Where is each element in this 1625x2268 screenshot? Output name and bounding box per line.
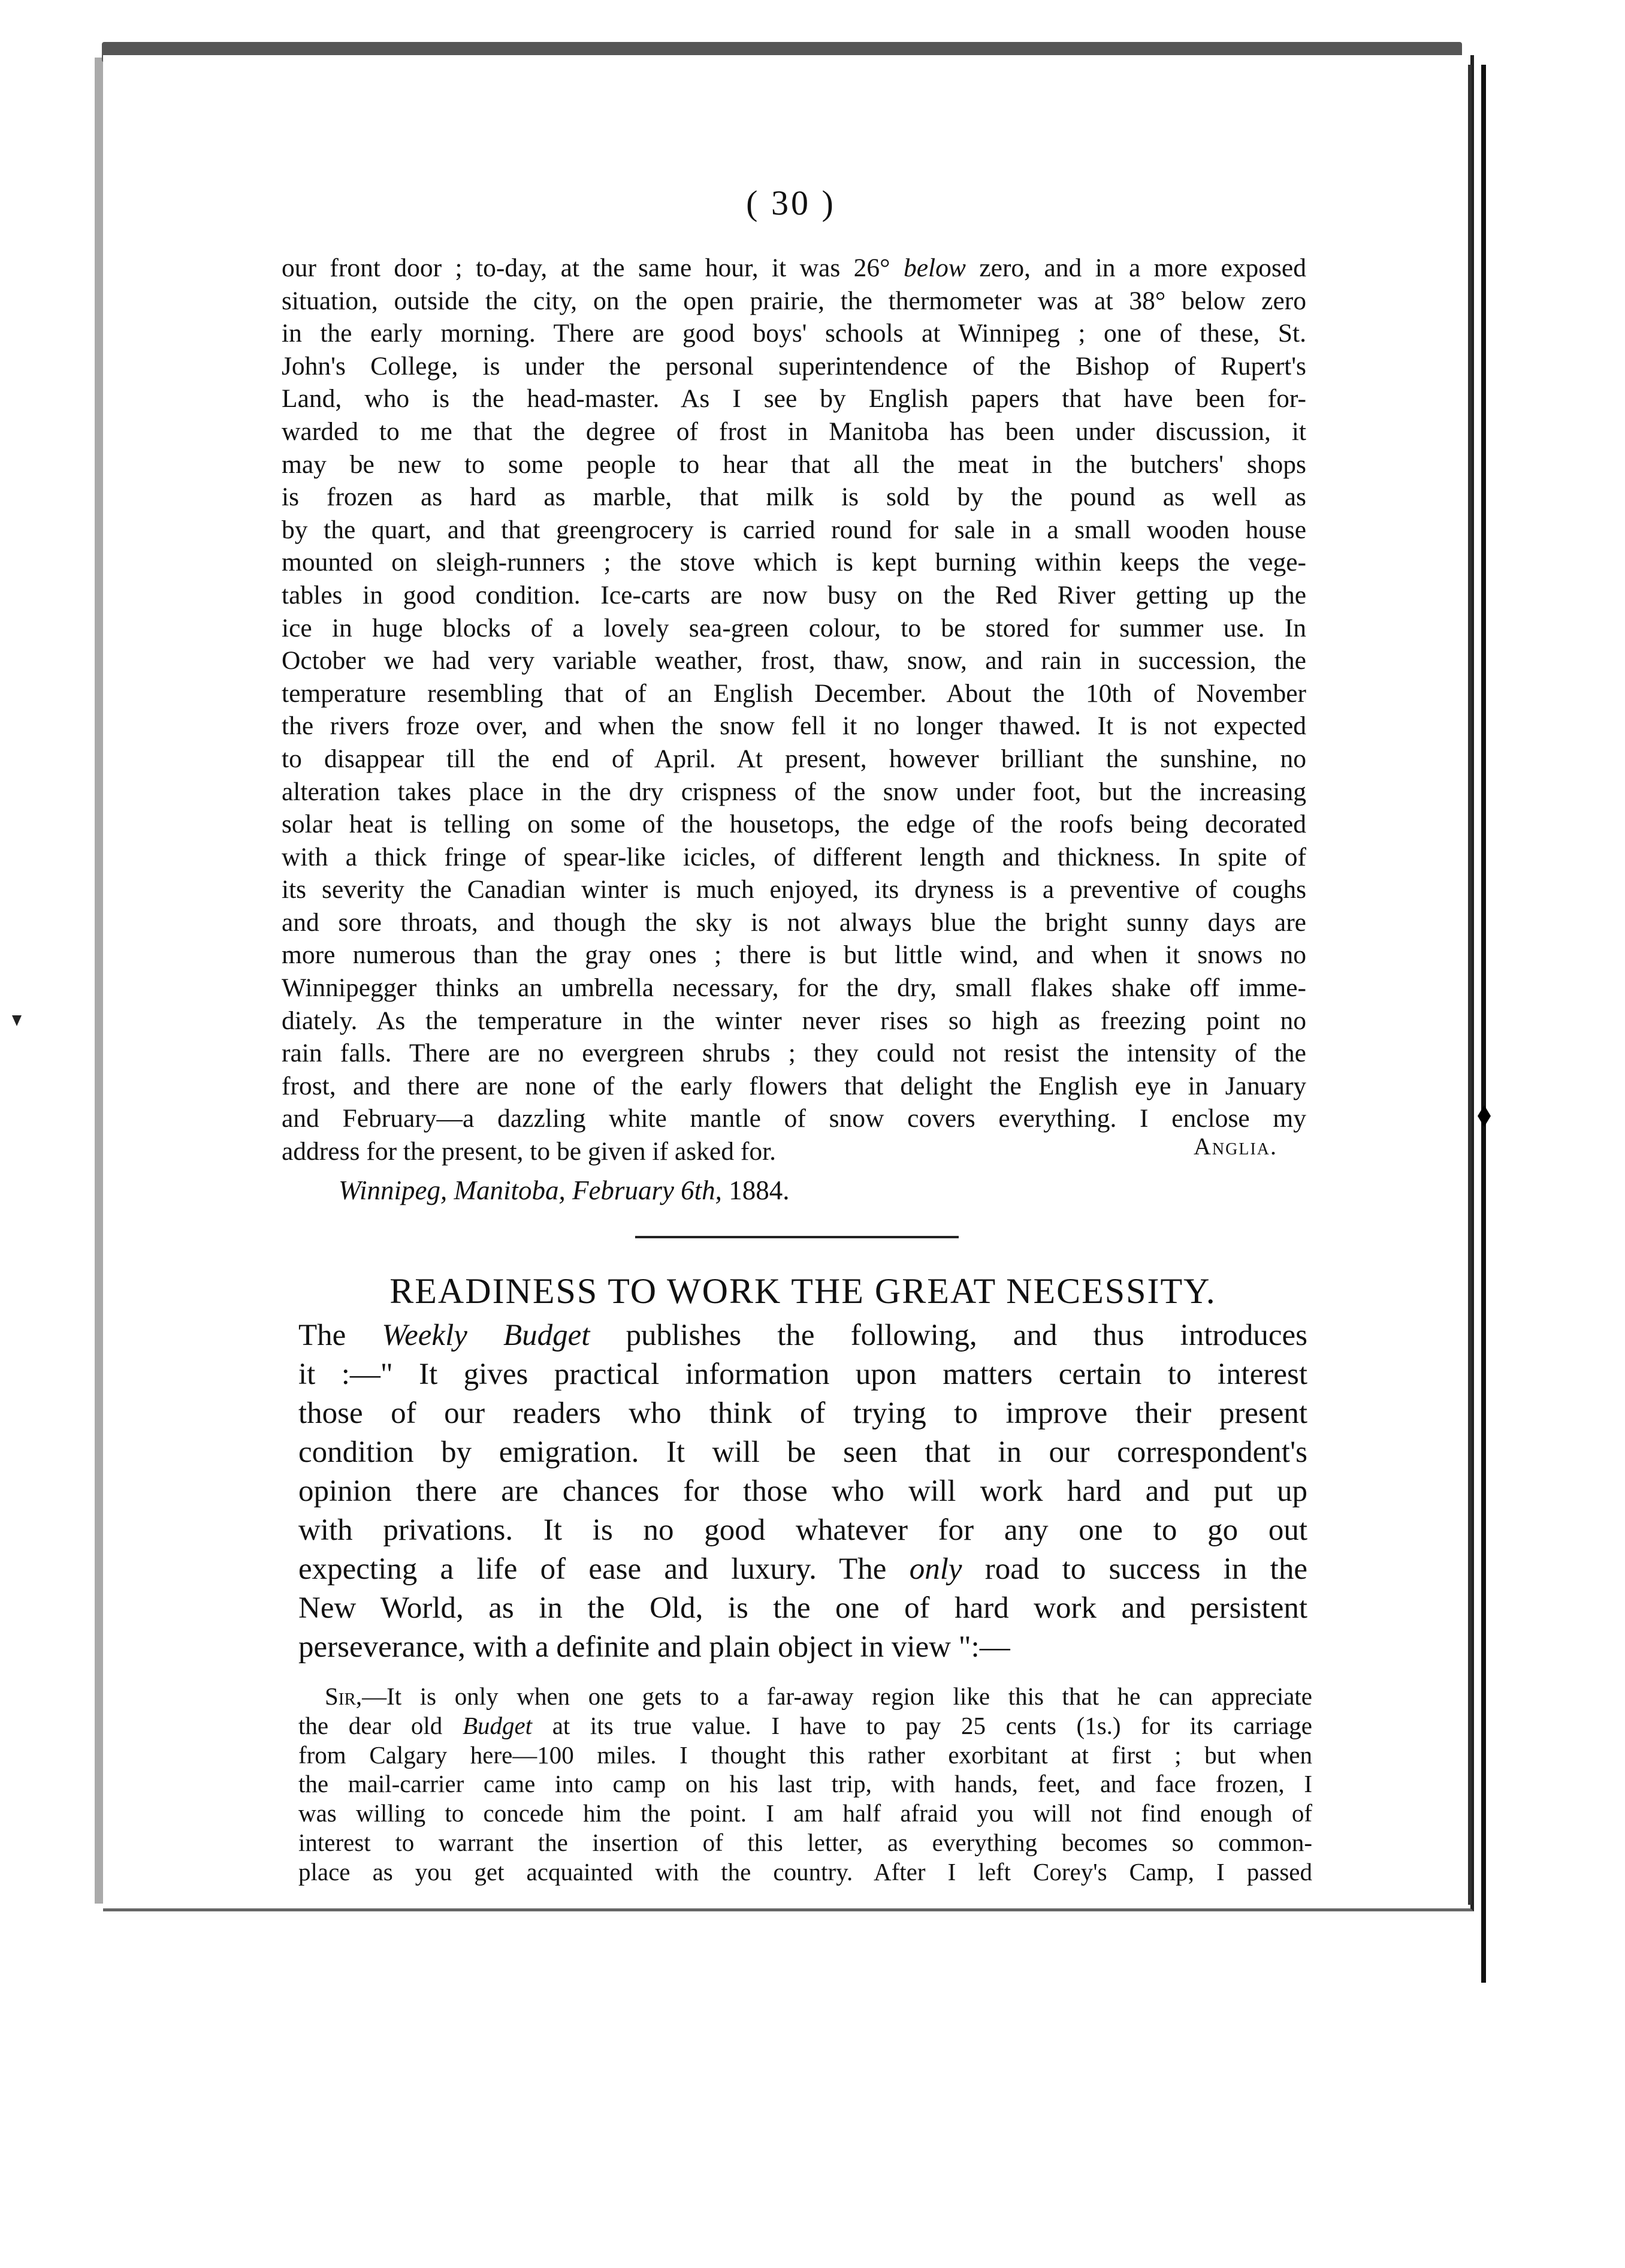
text-line: is frozen as hard as marble, that milk is sold by the pound as well as: [282, 482, 1306, 512]
text-line: opinion there are chances for those who will work hard and put up: [298, 1474, 1307, 1508]
text-line: situation, outside the city, on the open prairie, the thermometer was at 38° below zero: [282, 286, 1306, 315]
text-line: interest to warrant the insertion of this letter, as everything becomes so common-: [298, 1828, 1312, 1856]
text-line: frost, and there are none of the early flowers that delight the English eye in January: [282, 1071, 1306, 1100]
text-line: temperature resembling that of an English December. About the 10th of November: [282, 678, 1306, 708]
text-line: warded to me that the degree of frost in Manitoba has been under discussion, it: [282, 417, 1306, 446]
text-line: the dear old Budget at its true value. I have to pay 25 cents (1s.) for its carriage: [298, 1711, 1313, 1739]
correspondent-letter: [298, 1682, 1312, 1887]
signature: Anglia.: [1194, 1133, 1277, 1160]
scan-marker-left-icon: [12, 1015, 22, 1026]
text-line: from Calgary here—100 miles. I thought this rather exorbitant at first ; but when: [298, 1741, 1312, 1769]
text-line: with a thick fringe of spear-like icicles, of different length and thickness. In spite of: [282, 842, 1306, 871]
text-line: more numerous than the gray ones ; there is but little wind, and when it snows no: [282, 940, 1306, 970]
text-line: John's College, is under the personal superintendence of the Bishop of Rupert's: [282, 351, 1306, 381]
text-line: the mail-carrier came into camp on his last trip, with hands, feet, and face frozen, I: [298, 1770, 1312, 1798]
text-line: expecting a life of ease and luxury. The only road to success in the: [298, 1552, 1307, 1586]
text-line: those of our readers who think of trying to improve their present: [298, 1397, 1307, 1430]
page-spine: [1468, 65, 1472, 1905]
text-line: mounted on sleigh-runners ; the stove which is kept burning within keeps the vege-: [282, 548, 1306, 577]
page-number: ( 30 ): [746, 183, 836, 222]
text-line: alteration takes place in the dry crispness of the snow under foot, but the increasing: [282, 777, 1306, 806]
facing-page-edge: [1481, 65, 1582, 1983]
text-line: it :—" It gives practical information upon matters certain to interest: [298, 1358, 1307, 1391]
text-line: tables in good condition. Ice-carts are now busy on the Red River getting up the: [282, 580, 1306, 610]
text-line: Winnipegger thinks an umbrella necessary, for the dry, small flakes shake off imme-: [282, 973, 1306, 1003]
text-line: rain falls. There are no evergreen shrubs ; they could not resist the intensity of the: [282, 1039, 1306, 1068]
text-line: to disappear till the end of April. At present, however brilliant the sunshine, no: [282, 744, 1306, 773]
text-line: Sir,—It is only when one gets to a far-away region like this that he can appreciate: [325, 1682, 1312, 1710]
intro-paragraph: [298, 1316, 1307, 1667]
section-divider: [635, 1236, 959, 1238]
text-line: its severity the Canadian winter is much enjoyed, its dryness is a preventive of coughs: [282, 875, 1306, 904]
text-line: condition by emigration. It will be seen that in our correspondent's: [298, 1435, 1307, 1469]
text-line: in the early morning. There are good boys' schools at Winnipeg ; one of these, St.: [282, 319, 1306, 348]
text-line: address for the present, to be given if asked for.: [282, 1137, 777, 1166]
text-line: Land, who is the head-master. As I see by English papers that have been for-: [282, 384, 1306, 414]
text-line: perseverance, with a definite and plain object in view ":—: [298, 1630, 1010, 1664]
text-line: and February—a dazzling white mantle of snow covers everything. I enclose my: [282, 1104, 1306, 1133]
section-heading: READINESS TO WORK THE GREAT NECESSITY.: [389, 1271, 1216, 1311]
text-line: New World, as in the Old, is the one of hard work and persistent: [298, 1591, 1307, 1625]
text-line: solar heat is telling on some of the housetops, the edge of the roofs being decorated: [282, 810, 1306, 839]
text-line: The Weekly Budget publishes the following, and thus introduces: [298, 1319, 1307, 1352]
text-line: the rivers froze over, and when the snow fell it no longer thawed. It is not expected: [282, 711, 1306, 741]
text-line: our front door ; to-day, at the same hour, it was 26° below zero, and in a more exposed: [282, 254, 1306, 282]
text-line: was willing to concede him the point. I am half afraid you will not find enough of: [298, 1799, 1312, 1827]
text-line: diately. As the temperature in the winter never rises so high as freezing point no: [282, 1006, 1306, 1035]
dateline-place: Winnipeg, Manitoba, February 6th,: [339, 1175, 722, 1205]
dateline-year: 1884.: [729, 1175, 790, 1205]
text-line: with privations. It is no good whatever for any one to go out: [298, 1513, 1307, 1547]
text-line: October we had very variable weather, frost, thaw, snow, and rain in succession, the: [282, 646, 1306, 675]
letter-body: [282, 252, 1306, 1168]
text-line: may be new to some people to hear that all the meat in the butchers' shops: [282, 450, 1306, 479]
dateline: [339, 1175, 789, 1206]
text-line: by the quart, and that greengrocery is carried round for sale in a small wooden house: [282, 515, 1306, 544]
text-line: ice in huge blocks of a lovely sea-green colour, to be stored for summer use. In: [282, 613, 1306, 643]
text-line: and sore throats, and though the sky is not always blue the bright sunny days are: [282, 907, 1306, 937]
text-line: place as you get acquainted with the country. After I left Corey's Camp, I passed: [298, 1857, 1312, 1886]
